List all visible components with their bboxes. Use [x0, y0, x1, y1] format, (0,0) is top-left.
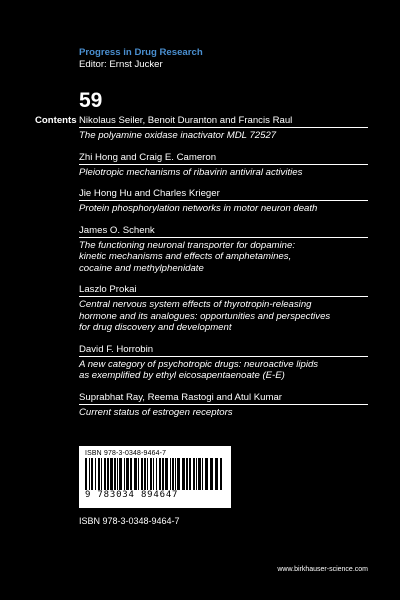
- contents-entry: [79, 225, 368, 275]
- barcode-bar: [91, 458, 93, 490]
- entry-title-line: Current status of estrogen receptors: [79, 406, 233, 418]
- contents-entry: [79, 188, 368, 215]
- barcode-bar: [126, 458, 129, 490]
- barcode-bar: [134, 458, 137, 490]
- barcode-bar: [114, 458, 116, 490]
- contents-entry: [79, 152, 368, 179]
- entry-authors: Laszlo Prokai: [79, 284, 368, 297]
- entry-title-line: as exemplified by ethyl eicosapentaenoate (E-E): [79, 370, 285, 381]
- barcode-bar: [189, 458, 191, 490]
- entry-title-line: Pleiotropic mechanisms of ribavirin antiviral activities: [79, 166, 303, 178]
- barcode-bar: [119, 458, 122, 490]
- entry-title-line: kinetic mechanisms and effects of amphetamines,: [79, 251, 292, 262]
- entry-authors: Nikolaus Seiler, Benoit Duranton and Francis Raul: [79, 115, 368, 128]
- contents-entry: [79, 284, 368, 334]
- series-editor: Editor: Ernst Jucker: [79, 58, 163, 70]
- barcode-bar: [172, 458, 174, 490]
- barcode-bar: [124, 458, 125, 490]
- barcode-isbn-text: ISBN 978-3-0348-9464-7: [85, 448, 167, 457]
- barcode-bar: [196, 458, 197, 490]
- barcode-bar: [117, 458, 118, 490]
- isbn-text: ISBN 978-3-0348-9464-7: [79, 516, 180, 526]
- barcode-bar: [175, 458, 176, 490]
- barcode-bar: [202, 458, 203, 490]
- entry-authors: Jie Hong Hu and Charles Krieger: [79, 188, 368, 201]
- entry-authors: Suprabhat Ray, Reema Rastogi and Atul Kumar: [79, 392, 368, 405]
- entry-title: [79, 297, 368, 334]
- barcode-bar: [162, 458, 164, 490]
- barcode-bar: [150, 458, 152, 490]
- barcode-bar: [156, 458, 157, 490]
- entry-title: [79, 405, 368, 419]
- entry-title: [79, 238, 368, 275]
- entry-title-line: Protein phosphorylation networks in motor neuron death: [79, 203, 318, 214]
- entry-title-line: A new category of psychotropic drugs: neuroactive lipids: [79, 358, 319, 370]
- entry-title-line: cocaine and methylphenidate: [79, 262, 204, 274]
- barcode-bar: [107, 458, 109, 490]
- entry-title-line: Central nervous system effects of thyrotropin-releasing: [79, 299, 312, 310]
- entry-title: [79, 201, 368, 215]
- barcode-bar: [220, 458, 222, 490]
- barcode-digits: 9 783034 894647: [85, 490, 179, 500]
- barcode-bar: [85, 458, 87, 490]
- contents-entry: [79, 344, 368, 382]
- entry-title-line: for drug discovery and development: [79, 322, 232, 333]
- barcode-bar: [215, 458, 218, 490]
- entry-authors: Zhi Hong and Craig E. Cameron: [79, 152, 368, 165]
- barcode-bar: [147, 458, 148, 490]
- barcode-bar: [138, 458, 139, 490]
- barcode-bar: [95, 458, 96, 490]
- barcode-bar: [165, 458, 168, 490]
- entry-title-line: The polyamine oxidase inactivator MDL 72527: [79, 130, 277, 141]
- publisher-url: www.birkhauser-science.com: [277, 566, 368, 573]
- entry-title: [79, 128, 368, 142]
- entry-title: [79, 165, 368, 179]
- barcode-bar: [144, 458, 146, 490]
- contents-entry: [79, 115, 368, 142]
- barcode-bar: [182, 458, 185, 490]
- barcode-bar: [159, 458, 161, 490]
- barcode-bar: [177, 458, 180, 490]
- barcode-bar: [104, 458, 106, 490]
- barcode-bar: [170, 458, 171, 490]
- series-block: [79, 47, 203, 70]
- entry-authors: James O. Schenk: [79, 225, 368, 238]
- barcode-bar: [210, 458, 213, 490]
- barcode-bar: [110, 458, 113, 490]
- entry-authors: David F. Horrobin: [79, 344, 368, 357]
- entry-title-line: hormone and its analogues: opportunities and perspectives: [79, 310, 331, 322]
- barcode-bar: [130, 458, 132, 490]
- series-title: Progress in Drug Research: [79, 47, 203, 58]
- barcode-bars: [85, 458, 225, 490]
- barcode-bar: [198, 458, 201, 490]
- barcode-bar: [98, 458, 100, 490]
- barcode: [79, 446, 231, 508]
- barcode-bar: [186, 458, 188, 490]
- contents-list: [79, 115, 368, 428]
- barcode-bar: [89, 458, 90, 490]
- contents-label: Contents: [35, 115, 77, 126]
- barcode-bar: [141, 458, 143, 490]
- barcode-bar: [153, 458, 154, 490]
- contents-entry: [79, 392, 368, 419]
- entry-title: [79, 357, 368, 382]
- barcode-bar: [101, 458, 102, 490]
- barcode-bar: [193, 458, 195, 490]
- volume-number: 59: [79, 89, 103, 112]
- barcode-bar: [205, 458, 208, 490]
- entry-title-line: The functioning neuronal transporter for dopamine:: [79, 239, 295, 251]
